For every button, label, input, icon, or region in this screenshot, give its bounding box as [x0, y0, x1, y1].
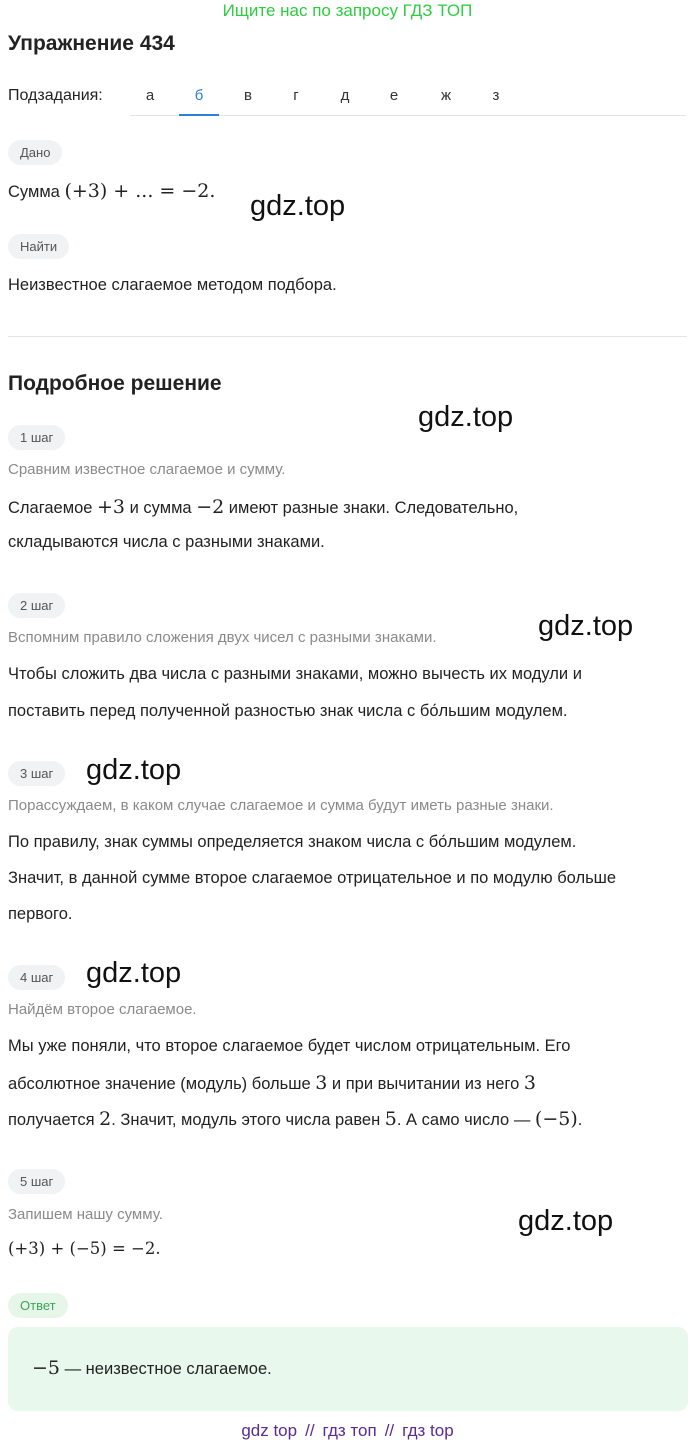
step-3-line-2: Значит, в данной сумме второе слагаемое отрицательное и по модулю больше	[8, 869, 617, 887]
step-4-hint: Найдём второе слагаемое.	[8, 1001, 197, 1018]
step-5-chip: 5 шаг	[8, 1169, 65, 1194]
step-1-hint: Сравним известное слагаемое и сумму.	[8, 461, 286, 478]
step-4-line-3	[8, 1108, 582, 1130]
answer-text	[32, 1357, 272, 1379]
footer-separator: //	[384, 1421, 395, 1440]
watermark: gdz.top	[86, 754, 182, 786]
given-math: (+3) + ... = −2.	[64, 180, 216, 202]
given-text	[8, 180, 215, 202]
text-span: и сумма	[125, 499, 197, 517]
given-text-prefix: Сумма	[8, 183, 65, 201]
subtask-tabs	[130, 77, 686, 116]
given-chip: Дано	[8, 140, 62, 165]
step-1-line-1	[8, 496, 518, 518]
exercise-title: Упражнение 434	[8, 32, 175, 55]
step-4-line-2	[8, 1072, 536, 1094]
step-3-hint: Порассуждаем, в каком случае слагаемое и сумма будут иметь разные знаки.	[8, 797, 554, 814]
footer-link[interactable]: гдз top	[402, 1421, 454, 1440]
subtask-tab-a[interactable]: а	[145, 87, 155, 104]
watermark: gdz.top	[418, 401, 514, 433]
step-3-line-1: По правилу, знак суммы определяется знаком числа с бо́льшим модулем.	[8, 833, 577, 851]
subtask-tab-zh[interactable]: ж	[440, 87, 452, 104]
subtask-tab-g[interactable]: г	[293, 87, 299, 104]
step-1-chip: 1 шаг	[8, 425, 65, 450]
math-span: 3	[523, 1072, 536, 1094]
watermark: gdz.top	[518, 1205, 614, 1237]
footer-separator: //	[305, 1421, 315, 1440]
step-3-line-3: первого.	[8, 905, 73, 923]
footer-links	[0, 1421, 695, 1441]
text-span: абсолютное значение (модуль) больше	[8, 1075, 316, 1093]
find-chip: Найти	[8, 234, 69, 259]
text-span: Слагаемое	[8, 499, 98, 517]
divider	[8, 336, 687, 337]
text-span: . А само число —	[396, 1111, 535, 1129]
text-span: . Значит, модуль этого числа равен	[111, 1111, 385, 1129]
answer-box	[8, 1327, 688, 1411]
math-span: +3	[97, 496, 126, 518]
subtasks-label: Подзадания:	[8, 87, 103, 104]
answer-label: — неизвестное слагаемое.	[60, 1360, 272, 1378]
step-4-chip: 4 шаг	[8, 965, 65, 990]
text-span: имеют разные знаки. Следовательно,	[224, 499, 519, 517]
subtask-tab-e[interactable]: е	[389, 87, 399, 104]
watermark: gdz.top	[86, 957, 182, 989]
step-4-line-1: Мы уже поняли, что второе слагаемое будет числом отрицательным. Его	[8, 1037, 571, 1055]
math-span: 2	[99, 1108, 112, 1130]
answer-math: −5	[32, 1357, 61, 1379]
find-text: Неизвестное слагаемое методом подбора.	[8, 276, 337, 294]
step-2-hint: Вспомним правило сложения двух чисел с разными знаками.	[8, 629, 437, 646]
step-2-line-2: поставить перед полученной разностью знак числа с бо́льшим модулем.	[8, 702, 568, 720]
step-1-line-2: складываются числа с разными знаками.	[8, 533, 325, 551]
math-span: 3	[315, 1072, 328, 1094]
step-2-chip: 2 шаг	[8, 593, 65, 618]
text-span: и при вычитании из него	[327, 1075, 524, 1093]
step-3-chip: 3 шаг	[8, 761, 65, 786]
math-span: (−5)	[534, 1108, 578, 1130]
math-span: −2	[196, 496, 225, 518]
footer-link[interactable]: гдз топ	[322, 1421, 377, 1440]
solution-title: Подробное решение	[8, 372, 222, 395]
step-2-line-1: Чтобы сложить два числа с разными знаками, можно вычесть их модули и	[8, 665, 582, 683]
step-5-equation: (+3) + (−5) = −2.	[8, 1239, 161, 1258]
text-span: получается	[8, 1111, 100, 1129]
math-span: 5	[384, 1108, 397, 1130]
answer-chip: Ответ	[8, 1293, 68, 1318]
top-banner: Ищите нас по запросу ГДЗ ТОП	[222, 1, 473, 20]
subtask-tab-z[interactable]: з	[492, 87, 500, 104]
watermark: gdz.top	[538, 610, 634, 642]
watermark: gdz.top	[250, 190, 346, 222]
subtask-tab-b[interactable]: б	[179, 77, 219, 116]
footer-link[interactable]: gdz top	[241, 1421, 298, 1440]
subtask-tab-v[interactable]: в	[244, 87, 252, 104]
text-span: .	[577, 1111, 583, 1129]
subtask-tab-d[interactable]: д	[340, 87, 350, 104]
step-5-hint: Запишем нашу сумму.	[8, 1206, 163, 1223]
